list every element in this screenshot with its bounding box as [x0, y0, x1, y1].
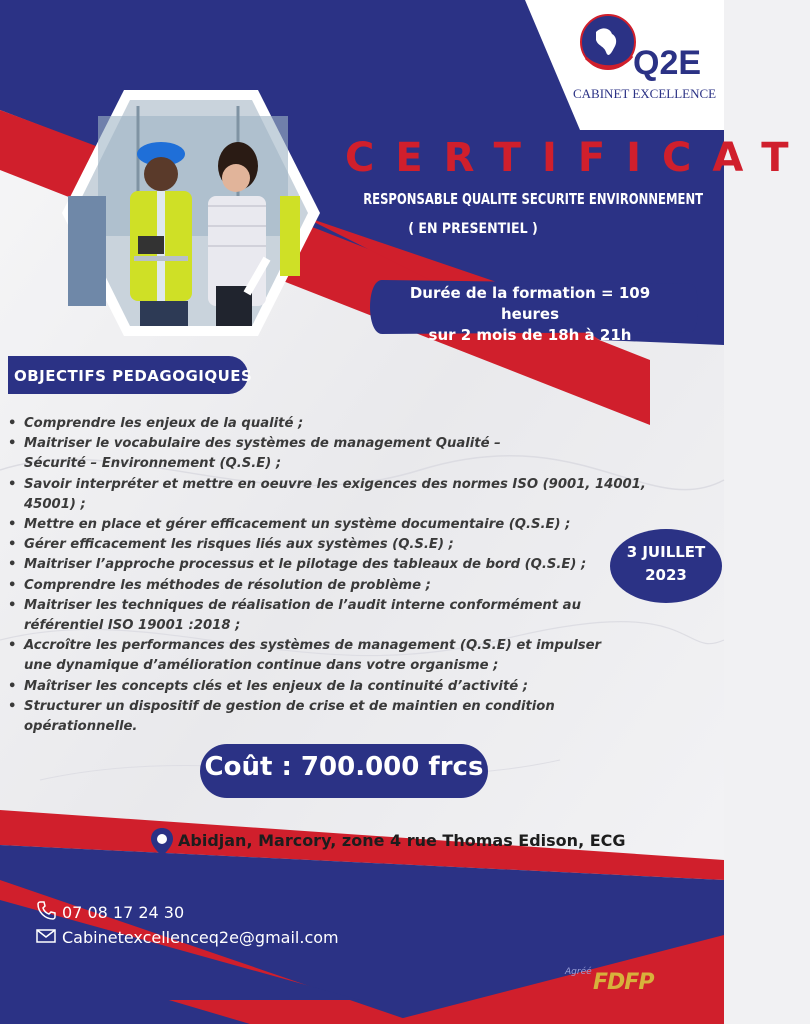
globe-icon [578, 12, 638, 72]
date-line-1: 3 JUILLET [626, 543, 706, 561]
list-item: • Mettre en place et gérer efficacement un système documentaire (Q.S.E) ; [24, 515, 664, 535]
mail-icon [36, 928, 56, 944]
email-link[interactable]: Cabinetexcellenceq2e@gmail.com [62, 928, 339, 947]
list-item: • Accroître les performances des systèmes de management (Q.S.E) et impulser une dynamique d’amélioration continue dans votre organisme ; [24, 636, 604, 676]
course-mode: ( EN PRESENTIEL ) [408, 221, 538, 237]
list-item: • Maîtriser les concepts clés et les enjeux de la continuité d’activité ; [24, 677, 664, 697]
list-item: • Structurer un dispositif de gestion de crise et de maintien en condition opérationnelle. [24, 697, 664, 737]
course-title: RESPONSABLE QUALITE SECURITE ENVIRONNEMENT [363, 190, 704, 208]
duration-line-2: sur 2 mois de 18h à 21h [428, 326, 632, 344]
list-item: • Savoir interpréter et mettre en oeuvre les exigences des normes ISO (9001, 14001, 45001) ; [24, 475, 664, 515]
agree-label: Agréé [565, 967, 592, 977]
logo-subtitle: CABINET EXCELLENCE [573, 86, 717, 101]
list-item: • Comprendre les enjeux de la qualité ; [24, 414, 664, 434]
workers-photo [58, 86, 324, 340]
phone-number[interactable]: 07 08 17 24 30 [62, 903, 185, 922]
duration-text [380, 283, 680, 346]
list-item: • Maitriser les techniques de réalisation de l’audit interne conformément au référentiel ISO 19001 :2018 ; [24, 596, 624, 636]
fdfp-logo: FDFP [593, 970, 654, 995]
objectives-title: OBJECTIFS PEDAGOGIQUES [14, 367, 253, 385]
logo-brand: Q2E [633, 44, 702, 82]
certificate-title: CERTIFICAT [345, 135, 810, 181]
list-item: • Maitriser l’approche processus et le pilotage des tableaux de bord (Q.S.E) ; [24, 555, 664, 575]
date-line-2: 2023 [645, 566, 687, 584]
list-item: • Gérer efficacement les risques liés aux systèmes (Q.S.E) ; [24, 535, 664, 555]
phone-icon [36, 900, 56, 920]
cost-text: Coût : 700.000 frcs [204, 752, 484, 782]
objectives-list [24, 414, 664, 737]
location-pin-icon [150, 827, 174, 857]
date-text [610, 541, 722, 587]
address-text: Abidjan, Marcory, zone 4 rue Thomas Edison, ECG [178, 831, 626, 850]
list-item: • Maitriser le vocabulaire des systèmes de management Qualité – Sécurité – Environnement (Q.S.E) ; [24, 434, 564, 474]
list-item: • Comprendre les méthodes de résolution de problème ; [24, 576, 664, 596]
duration-line-1: Durée de la formation = 109 heures [409, 284, 651, 323]
